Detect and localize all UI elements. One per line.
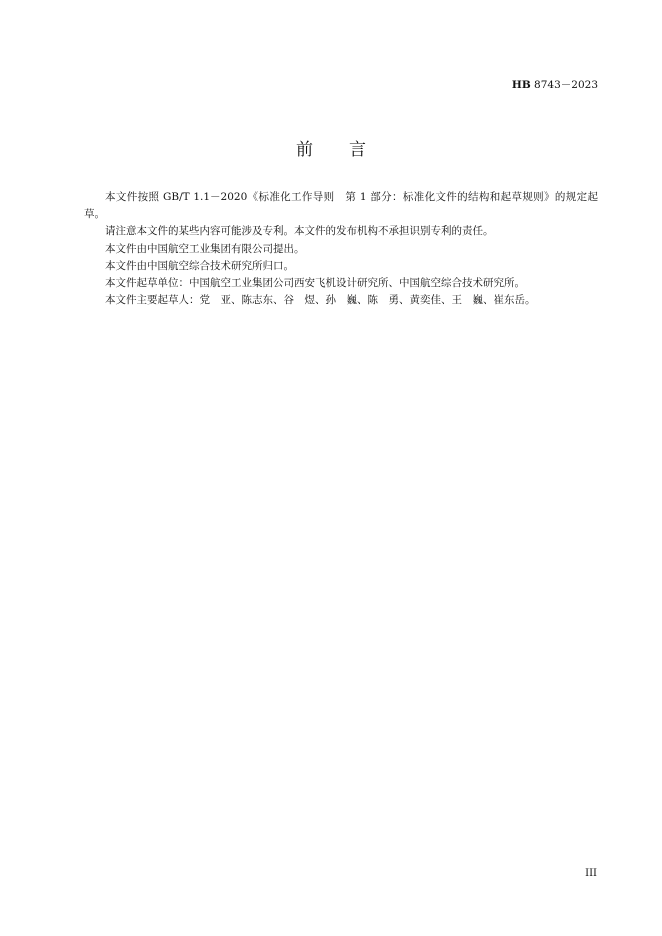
- paragraph-drafting-units: 本文件起草单位：中国航空工业集团公司西安飞机设计研究所、中国航空综合技术研究所。: [105, 277, 525, 290]
- paragraph-main-drafters: 本文件主要起草人：党 亚、陈志东、谷 煜、孙 巍、陈 勇、黄奕佳、王 巍、崔东岳。: [105, 294, 536, 307]
- paragraph-proposed-by: 本文件由中国航空工业集团有限公司提出。: [105, 242, 305, 255]
- foreword-body: [84, 189, 598, 309]
- page-number: III: [585, 868, 597, 879]
- paragraph-drafting-rules: 本文件按照 GB/T 1.1－2020《标准化工作导则 第 1 部分：标准化文件的结构和起草规则》的规定起草。: [84, 191, 598, 221]
- paragraph-patent-notice: 请注意本文件的某些内容可能涉及专利。本文件的发布机构不承担识别专利的责任。: [105, 225, 494, 238]
- document-code-number: 8743－2023: [530, 79, 598, 91]
- page-title: 前言: [296, 140, 402, 160]
- paragraph-managed-by: 本文件由中国航空综合技术研究所归口。: [105, 259, 294, 272]
- document-code-prefix: HB: [511, 79, 531, 91]
- document-code: [512, 77, 598, 92]
